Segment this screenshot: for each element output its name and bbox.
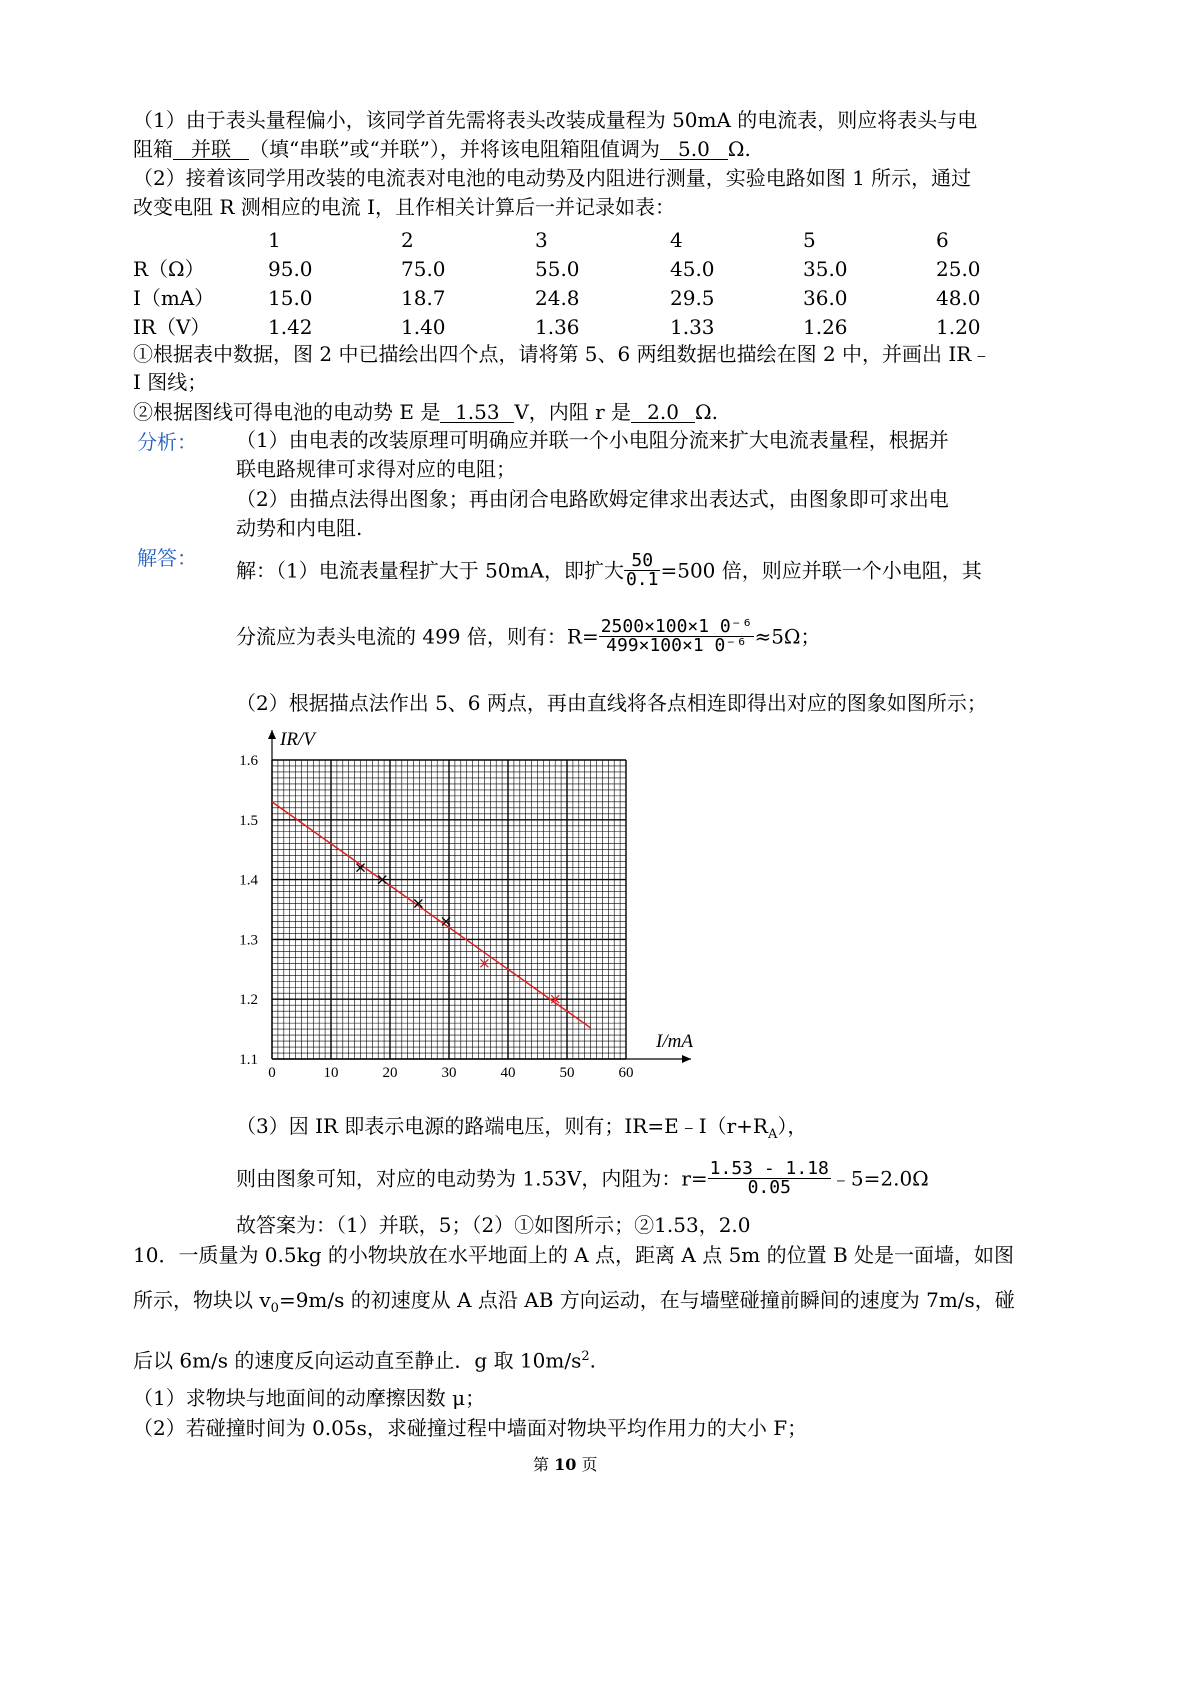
page-footer	[533, 1457, 597, 1473]
solution-text: ≈5Ω；	[754, 624, 821, 649]
solution-text: （3）因 IR 即表示电源的路端电压，则有；IR=E﹣I（r+R	[236, 1114, 768, 1138]
fraction-denominator: 0.05	[747, 1177, 791, 1198]
subscript-0: 0	[270, 1301, 279, 1316]
q10-text: 所示，物块以 v	[133, 1288, 271, 1312]
table-cell: 1.36	[535, 315, 580, 339]
y-tick-label: 1.2	[239, 992, 258, 1009]
table-cell: 35.0	[803, 257, 848, 281]
table-cell: 29.5	[670, 286, 715, 310]
table-cell: 6	[936, 228, 949, 252]
solution-text: ﹣5=2.0Ω	[830, 1166, 929, 1191]
table-cell: 4	[670, 228, 683, 252]
q1-line2: I 图线；	[133, 370, 208, 394]
table-cell: 2	[401, 228, 414, 252]
table-cell: 1.40	[401, 315, 446, 339]
analysis-line2: 联电路规律可求得对应的电阻；	[236, 457, 516, 481]
table-cell: 55.0	[535, 257, 580, 281]
answer-blank-internal-resistance: 2.0	[631, 402, 695, 423]
solution-text: 分流应为表头电流的 499 倍，则有：R=	[236, 624, 599, 649]
q10-line3	[133, 1350, 596, 1371]
table-cell: 36.0	[803, 286, 848, 310]
table-cell: 24.8	[535, 286, 580, 310]
solution-line2	[236, 618, 821, 655]
footer-text: 第	[533, 1455, 555, 1474]
fraction-numerator: 2500×100×1 0⁻⁶	[600, 616, 753, 637]
q10-part1: （1）求物块与地面间的动摩擦因数 μ；	[133, 1386, 486, 1410]
q10-part2: （2）若碰撞时间为 0.05s，求碰撞过程中墙面对物块平均作用力的大小 F；	[133, 1416, 808, 1440]
solution-text: 则由图象可知，对应的电动势为 1.53V，内阻为：r=	[236, 1166, 708, 1191]
table-cell: 1.33	[670, 315, 715, 339]
page-number: 10	[554, 1455, 577, 1474]
table-cell: 75.0	[401, 257, 446, 281]
solution-text: ），	[777, 1114, 808, 1138]
y-axis-arrow	[268, 730, 276, 739]
p1-line2	[133, 139, 751, 160]
analysis-line4: 动势和内电阻.	[236, 516, 363, 540]
analysis-label: 分析：	[137, 430, 197, 454]
x-tick-label: 10	[323, 1065, 339, 1081]
table-cell: 1.20	[936, 315, 981, 339]
y-tick-label: 1.1	[239, 1052, 258, 1068]
fraction-denominator: 499×100×1 0⁻⁶	[606, 635, 748, 656]
y-axis-label: IR/V	[280, 729, 315, 750]
q1-line1: ①根据表中数据，图 2 中已描绘出四个点，请将第 5、6 两组数据也描绘在图 2 中，并画出 IR﹣	[133, 342, 992, 366]
table-cell: 25.0	[936, 257, 981, 281]
table-cell: 5	[803, 228, 816, 252]
table-cell: I（mA）	[133, 286, 215, 310]
y-tick-label: 1.6	[239, 753, 258, 769]
solution-label: 解答：	[137, 546, 197, 570]
x-tick-label: 60	[618, 1065, 634, 1081]
table-cell: R（Ω）	[133, 257, 205, 281]
q2-text-c: Ω.	[695, 400, 718, 424]
p1-line1: （1）由于表头量程偏小，该同学首先需将表头改装成量程为 50mA 的电流表，则应将表头与电	[133, 108, 978, 132]
solution-line6: 故答案为：（1）并联，5；（2）①如图所示；②1.53，2.0	[236, 1213, 751, 1237]
answer-blank-resistance: 5.0	[660, 139, 728, 160]
q2-line	[133, 402, 718, 423]
solution-line4	[236, 1116, 807, 1141]
q10-line2	[133, 1290, 1015, 1315]
table-cell: 48.0	[936, 286, 981, 310]
footer-text: 页	[576, 1455, 598, 1474]
subscript-a: A	[768, 1127, 778, 1142]
y-tick-label: 1.3	[239, 932, 258, 949]
table-cell: 3	[535, 228, 548, 252]
x-axis-arrow	[682, 1055, 691, 1063]
solution-line5	[236, 1160, 929, 1197]
x-tick-label: 20	[382, 1065, 398, 1081]
analysis-line3: （2）由描点法得出图象；再由闭合电路欧姆定律求出表达式，由图象即可求出电	[236, 487, 949, 511]
q10-text: 后以 6m/s 的速度反向运动直至静止．g 取 10m/s	[133, 1348, 582, 1373]
table-cell: 1	[268, 228, 281, 252]
table-cell: 95.0	[268, 257, 313, 281]
p1-text-b: （填“串联”或“并联”），并将该电阻箱阻值调为	[249, 137, 660, 161]
q2-text-b: V，内阻 r 是	[514, 400, 632, 424]
table-row	[133, 255, 981, 284]
p2-line1: （2）接着该同学用改装的电流表对电池的电动势及内阻进行测量，实验电路如图 1 所示，通过	[133, 166, 972, 190]
p1-text-c: Ω.	[727, 137, 751, 161]
answer-blank-emf: 1.53	[440, 402, 514, 423]
solution-text: 解：（1）电流表量程扩大于 50mA，即扩大	[236, 558, 624, 583]
q10-text: .	[589, 1348, 596, 1373]
x-axis-label: I/mA	[656, 1031, 693, 1052]
p2-line2: 改变电阻 R 测相应的电流 I，且作相关计算后一并记录如表：	[133, 195, 676, 219]
data-table	[133, 226, 981, 342]
q2-text-a: ②根据图线可得电池的电动势 E 是	[133, 400, 441, 424]
answer-blank-connection: 并联	[173, 139, 249, 160]
table-cell: 45.0	[670, 257, 715, 281]
fraction-resistance	[599, 618, 755, 655]
fraction-numerator: 1.53 - 1.18	[709, 1158, 829, 1179]
y-tick-label: 1.4	[239, 872, 258, 889]
table-row	[133, 313, 981, 342]
fraction-denominator: 0.1	[625, 569, 659, 590]
table-cell: 15.0	[268, 286, 313, 310]
table-row	[133, 284, 981, 313]
ir-vs-i-chart	[220, 718, 700, 1090]
x-tick-label: 50	[559, 1065, 575, 1081]
p1-text-a: 阻箱	[133, 137, 173, 161]
table-cell	[133, 226, 268, 255]
table-cell: IR（V）	[133, 315, 211, 339]
table-cell: 18.7	[401, 286, 446, 310]
x-tick-label: 0	[268, 1065, 276, 1081]
q10-text: =9m/s 的初速度从 A 点沿 AB 方向运动，在与墙壁碰撞前瞬间的速度为 7m/s，碰	[278, 1288, 1015, 1312]
fraction-numerator: 50	[624, 552, 661, 571]
q10-line1: 10．一质量为 0.5kg 的小物块放在水平地面上的 A 点，距离 A 点 5m 的位置 B 处是一面墙，如图	[133, 1243, 1015, 1267]
table-cell: 1.42	[268, 315, 313, 339]
table-header-row	[133, 226, 981, 255]
solution-line3: （2）根据描点法作出 5、6 两点，再由直线将各点相连即得出对应的图象如图所示；	[236, 691, 987, 715]
table-cell: 1.26	[803, 315, 848, 339]
analysis-line1: （1）由电表的改装原理可明确应并联一个小电阻分流来扩大电流表量程，根据并	[236, 428, 949, 452]
solution-text: =500 倍，则应并联一个小电阻，其	[660, 558, 982, 583]
superscript-2: 2	[581, 1349, 590, 1364]
y-tick-label: 1.5	[239, 812, 258, 829]
fraction-internal-resistance	[708, 1160, 831, 1197]
x-tick-label: 30	[441, 1065, 457, 1081]
fraction-expansion	[624, 552, 661, 589]
solution-line1	[236, 552, 982, 589]
x-tick-label: 40	[500, 1065, 516, 1081]
